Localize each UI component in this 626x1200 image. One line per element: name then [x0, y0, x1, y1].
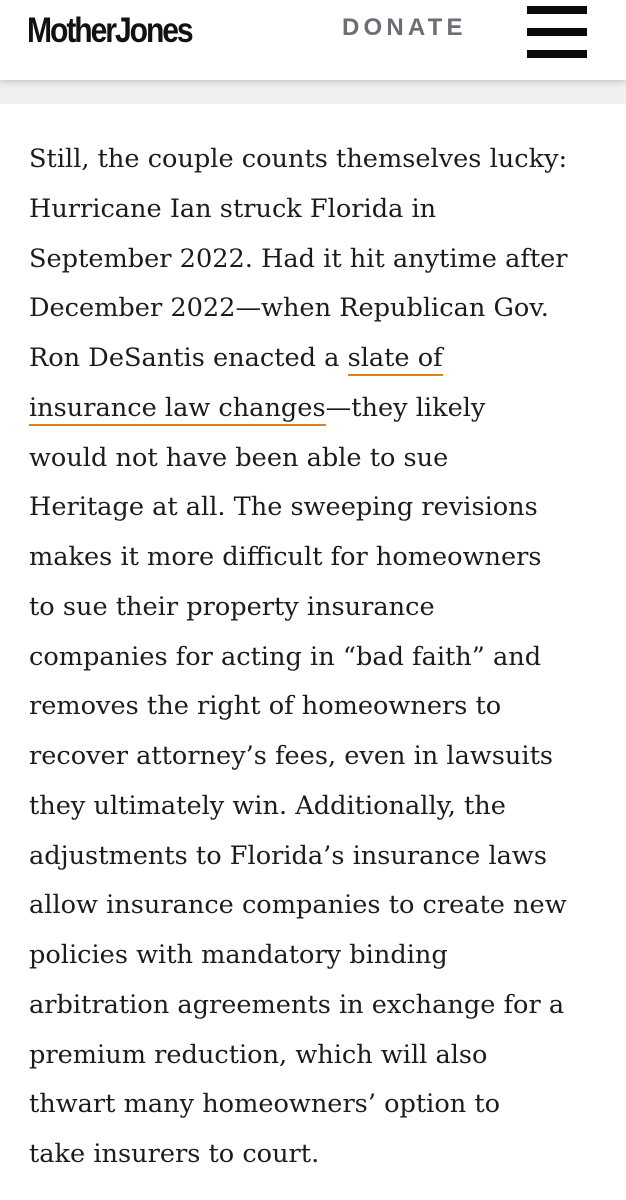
paragraph-line: Heritage at all. The sweeping revisions	[29, 492, 538, 523]
paragraph-text: —they likely	[325, 392, 486, 423]
paragraph-line: policies with mandatory binding	[29, 940, 448, 970]
paragraph-line: arbitration agreements in exchange for a	[29, 989, 565, 1020]
paragraph-line: premium reduction, which will also	[29, 1039, 488, 1070]
paragraph-line: Still, the couple counts themselves lucky:	[29, 144, 568, 174]
paragraph-line: removes the right of homeowners to	[29, 691, 502, 722]
menu-bar	[527, 28, 587, 36]
menu-bar	[527, 6, 587, 14]
site-header	[0, 0, 626, 80]
hamburger-menu-icon[interactable]	[525, 6, 589, 60]
menu-bar	[527, 50, 587, 58]
insurance-law-link-part1[interactable]: slate of	[348, 343, 443, 376]
paragraph-line: September 2022. Had it hit anytime after	[29, 243, 568, 274]
paragraph-line: December 2022—when Republican Gov.	[29, 293, 549, 324]
paragraph-line: recover attorney’s fees, even in lawsuits	[29, 741, 553, 771]
paragraph-line: makes it more difficult for homeowners	[29, 542, 542, 572]
paragraph-line: take insurers to court.	[29, 1139, 320, 1169]
article-paragraph	[29, 135, 619, 1180]
paragraph-text: Ron DeSantis enacted a	[29, 343, 348, 373]
paragraph-line: thwart many homeowners’ option to	[29, 1089, 501, 1120]
paragraph-line: Hurricane Ian struck Florida in	[29, 193, 437, 224]
paragraph-line: to sue their property insurance	[29, 591, 435, 622]
paragraph-line: they ultimately win. Additionally, the	[29, 790, 506, 821]
insurance-law-link-part2[interactable]: insurance law changes	[29, 393, 326, 426]
site-logo[interactable]: MotherJones	[27, 11, 192, 50]
paragraph-line: companies for acting in “bad faith” and	[29, 641, 542, 672]
paragraph-line: would not have been able to sue	[29, 442, 449, 473]
paragraph-line: allow insurance companies to create new	[29, 890, 567, 921]
donate-button[interactable]: DONATE	[342, 14, 467, 41]
paragraph-line	[29, 334, 619, 384]
paragraph-line: adjustments to Florida’s insurance laws	[29, 840, 547, 871]
paragraph-line	[29, 384, 619, 434]
header-divider-band	[0, 80, 626, 104]
